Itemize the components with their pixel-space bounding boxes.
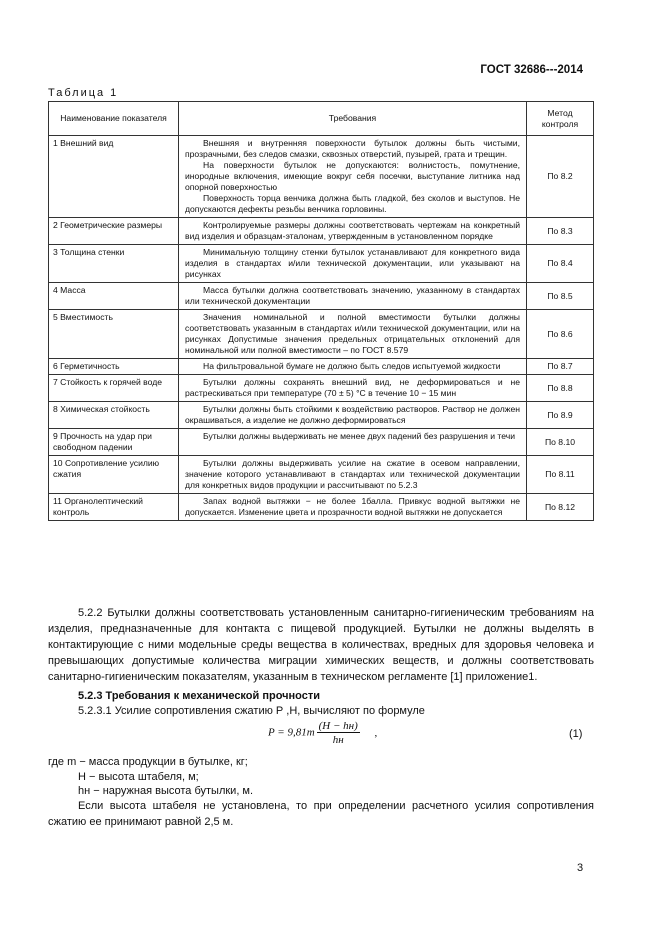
control-method: По 8.6 xyxy=(527,310,594,359)
table-row xyxy=(49,245,594,283)
requirement-text: Значения номинальной и полной вместимости бутылки должны соответствовать указанным в стандартах и/или технической документации, или на рисунках Допустимые значения предельных отрицательных отклонений для номинальной или полной вместимости – по ГОСТ 8.579 xyxy=(185,312,520,355)
requirement-text: Бутылки должны быть стойкими к воздействию растворов. Раствор не должен окрашиваться, а изделие не должно деформироваться xyxy=(185,404,520,425)
indicator-name: 3 Толщина стенки xyxy=(49,245,179,283)
indicator-name: 2 Геометрические размеры xyxy=(49,218,179,245)
header-requirements: Требования xyxy=(179,102,527,136)
requirement-text: Контролируемые размеры должны соответствовать чертежам на конкретный вид изделия и образцам-эталонам, утвержденным в установленном порядке xyxy=(185,220,520,241)
variable-hn: hн − наружная высота бутылки, м. xyxy=(78,785,254,797)
control-method: По 8.11 xyxy=(527,456,594,494)
requirements-table xyxy=(48,101,594,521)
control-method: По 8.3 xyxy=(527,218,594,245)
table-header-row xyxy=(49,102,594,136)
indicator-name: 9 Прочность на удар при свободном падении xyxy=(49,429,179,456)
formula-denominator: hн xyxy=(332,734,344,746)
table-row xyxy=(49,283,594,310)
table-row xyxy=(49,218,594,245)
table-row xyxy=(49,402,594,429)
requirement-text: Внешняя и внутренняя поверхности бутылок должны быть чистыми, прозрачными, без следов смазки, сквозных отверстий, пузырей, грата и трещин. xyxy=(185,138,520,159)
formula xyxy=(268,720,377,746)
indicator-name: 6 Герметичность xyxy=(49,359,179,375)
requirement-text: Бутылки должны выдерживать усилие на сжатие в осевом направлении, значение которого устанавливают в стандартах или технической документации для конкретных видов продукции и рассчитывают по 5.2.3 xyxy=(185,458,520,490)
paragraph-5-2-3-1: 5.2.3.1 Усилие сопротивления сжатию Р ,Н, вычисляют по формуле xyxy=(78,705,425,717)
requirements-cell xyxy=(179,494,527,521)
requirement-text: Бутылки должны выдерживать не менее двух падений без разрушения и течи xyxy=(203,431,516,441)
control-method: По 8.8 xyxy=(527,375,594,402)
paragraph-5-2-2: 5.2.2 Бутылки должны соответствовать установленным санитарно-гигиеническим требованиям на изделия, предназначенные для контакта с пищевой продукцией. Бутылки не должны выделять в контактирующие с ними модельные среды вещества в количествах, вредных для здоровья человека и превышающих допустимые количества миграции химических веществ, и должны соответствовать санитарно-гигиеническим показателям, указанным в техническом регламенте [1] приложение1. xyxy=(48,607,594,683)
table-row xyxy=(49,375,594,402)
requirements-cell xyxy=(179,218,527,245)
indicator-name: 10 Сопротивление усилию сжатия xyxy=(49,456,179,494)
requirements-cell xyxy=(179,429,527,456)
requirement-text: На поверхности бутылок не допускаются: волнистость, помутнение, инородные включения, имеющие вокруг себя посечки, выступание литника над опорной поверхностью xyxy=(185,160,520,192)
control-method: По 8.9 xyxy=(527,402,594,429)
indicator-name: 5 Вместимость xyxy=(49,310,179,359)
variable-h: H − высота штабеля, м; xyxy=(78,771,199,783)
requirement-text: Поверхность торца венчика должна быть гладкой, без сколов и выступов. Не допускаются дефекты резьбы венчика горловины. xyxy=(185,193,520,214)
table-row xyxy=(49,136,594,218)
control-method: По 8.5 xyxy=(527,283,594,310)
indicator-name: 1 Внешний вид xyxy=(49,136,179,218)
formula-fraction xyxy=(317,720,360,746)
table-row xyxy=(49,359,594,375)
requirement-text: Масса бутылки должна соответствовать значению, указанному в стандартах или технической документации xyxy=(185,285,520,306)
requirements-cell xyxy=(179,310,527,359)
formula-tail: , xyxy=(374,726,378,739)
table-row xyxy=(49,494,594,521)
table-row xyxy=(49,456,594,494)
indicator-name: 4 Масса xyxy=(49,283,179,310)
variable-m: где m − масса продукции в бутылке, кг; xyxy=(48,756,248,768)
control-method: По 8.4 xyxy=(527,245,594,283)
formula-numerator: (H − hн) xyxy=(318,720,358,732)
requirements-cell xyxy=(179,456,527,494)
requirements-cell xyxy=(179,136,527,218)
control-method: По 8.12 xyxy=(527,494,594,521)
requirement-text: Запах водной вытяжки − не более 1балла. Привкус водной вытяжки не допускается. Изменение цвета и прозрачности водной вытяжки не допускается xyxy=(185,496,520,517)
equation-number: (1) xyxy=(569,728,583,740)
table-caption: Таблица 1 xyxy=(48,87,119,99)
requirements-cell xyxy=(179,402,527,429)
control-method: По 8.10 xyxy=(527,429,594,456)
control-method: По 8.2 xyxy=(527,136,594,218)
requirement-text: На фильтровальной бумаге не должно быть следов испытуемой жидкости xyxy=(203,361,501,371)
indicator-name: 8 Химическая стойкость xyxy=(49,402,179,429)
indicator-name: 11 Органолептический контроль xyxy=(49,494,179,521)
header-method: Метод контроля xyxy=(527,102,594,136)
requirement-text: Минимальную толщину стенки бутылок устанавливают для конкретного вида изделия в стандартах и/или технической документации, или указывают на рисунках xyxy=(185,247,520,279)
table-row xyxy=(49,429,594,456)
requirements-cell xyxy=(179,375,527,402)
requirement-text: Бутылки должны сохранять внешний вид, не деформироваться и не растрескиваться при температуре (70 ± 5) °С в течение 10 − 15 мин xyxy=(185,377,520,398)
indicator-name: 7 Стойкость к горячей воде xyxy=(49,375,179,402)
requirements-cell xyxy=(179,359,527,375)
paragraph-stack-height: Если высота штабеля не установлена, то при определении расчетного усилия сопротивления сжатию ее принимают равной 2,5 м. xyxy=(48,800,594,828)
document-code: ГОСТ 32686---2014 xyxy=(480,64,583,76)
page-number: 3 xyxy=(577,862,584,874)
requirements-cell xyxy=(179,245,527,283)
control-method: По 8.7 xyxy=(527,359,594,375)
requirements-cell xyxy=(179,283,527,310)
section-heading-5-2-3: 5.2.3 Требования к механической прочности xyxy=(78,690,321,702)
header-indicator: Наименование показателя xyxy=(49,102,179,136)
table-row xyxy=(49,310,594,359)
formula-left: P = 9,81m xyxy=(268,726,315,739)
